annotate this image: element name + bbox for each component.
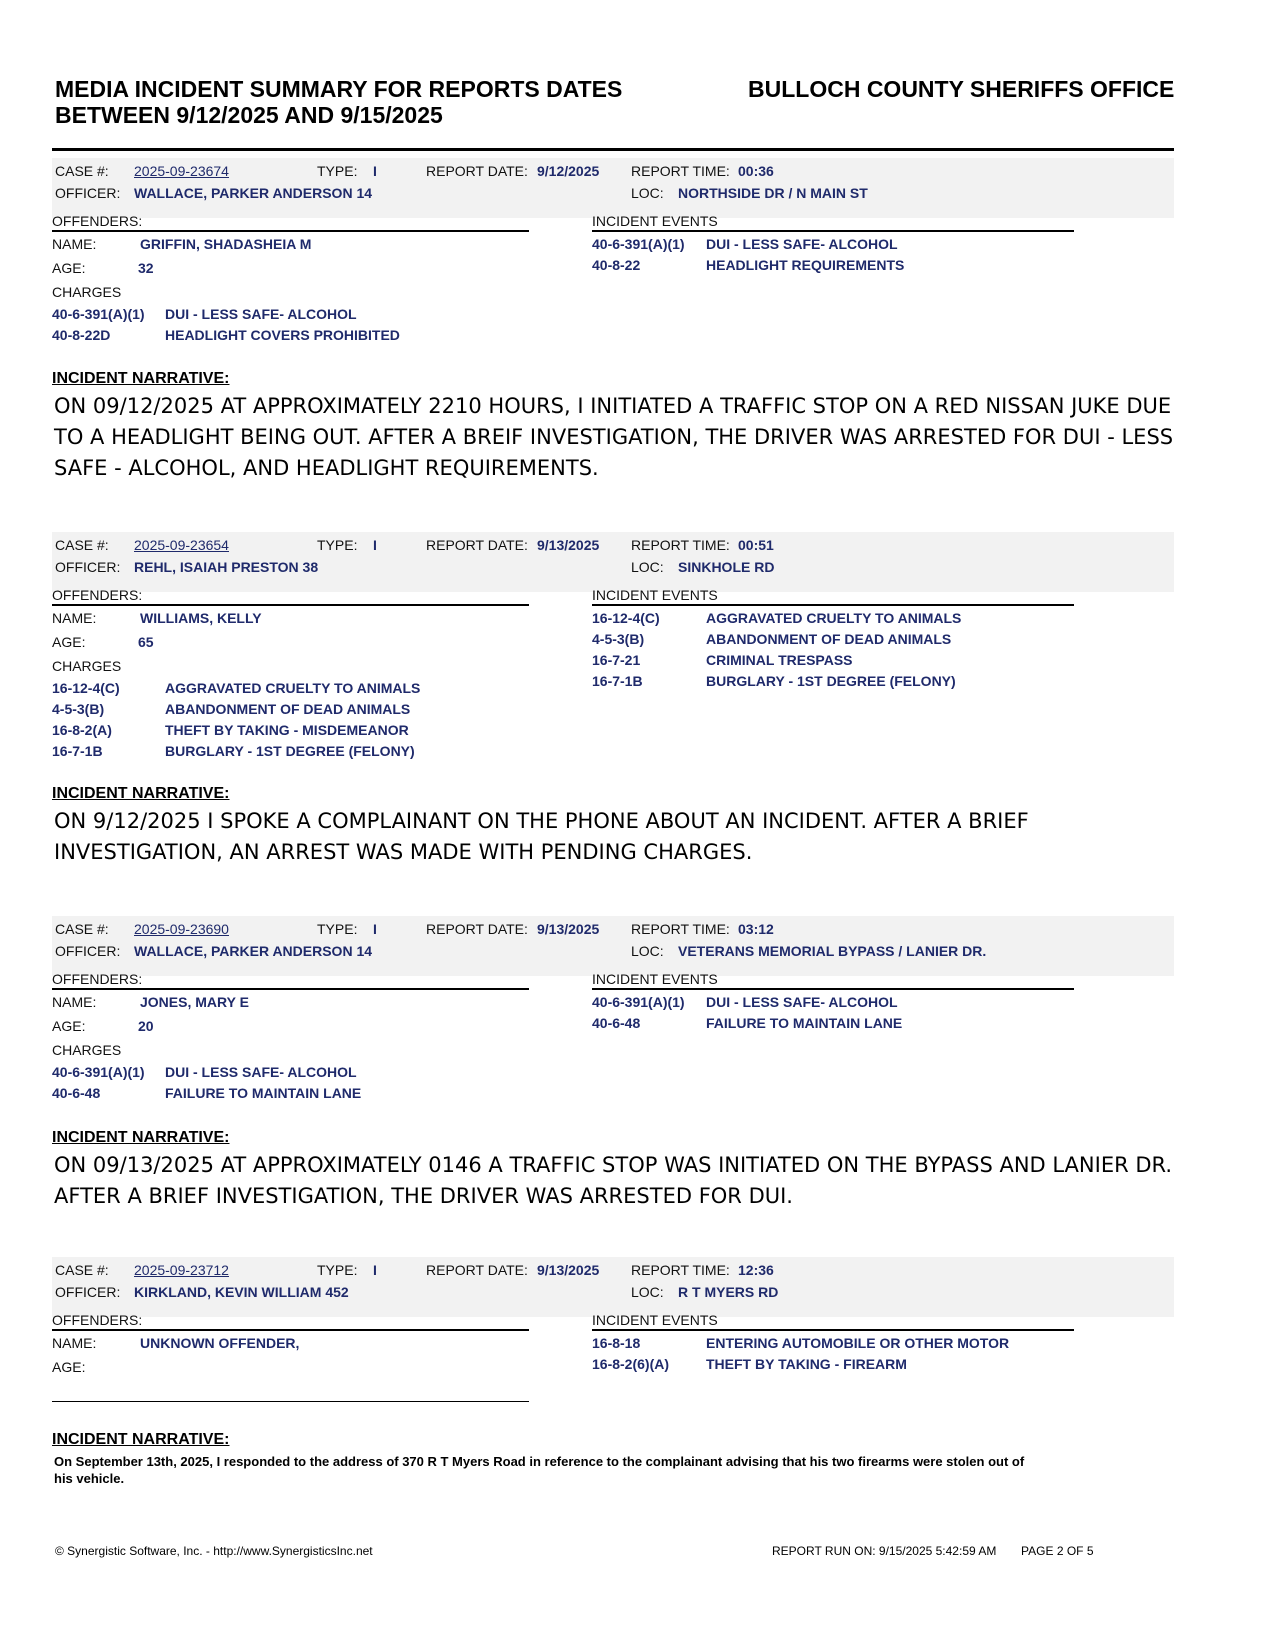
case-label: CASE #: xyxy=(55,163,109,179)
narrative-line: ON 09/13/2025 AT APPROXIMATELY 0146 A TRAFFIC STOP WAS INITIATED ON THE BYPASS AND LANIER DR. xyxy=(54,1153,1173,1177)
offender-age: 65 xyxy=(138,634,154,650)
report-date: 9/13/2025 xyxy=(537,921,600,937)
charge-code: 4-5-3(B) xyxy=(52,701,105,717)
case-label: CASE #: xyxy=(55,921,109,937)
report-time-label: REPORT TIME: xyxy=(631,921,730,937)
case-type: I xyxy=(373,1262,377,1278)
case-number-link[interactable]: 2025-09-23690 xyxy=(134,921,229,937)
charge-desc: FAILURE TO MAINTAIN LANE xyxy=(165,1085,362,1101)
case-number-link[interactable]: 2025-09-23654 xyxy=(134,537,229,553)
case-type: I xyxy=(373,921,377,937)
narrative-line: TO A HEADLIGHT BEING OUT. AFTER A BREIF INVESTIGATION, THE DRIVER WAS ARRESTED FOR DUI - LESS xyxy=(54,425,1174,449)
narrative-line: SAFE - ALCOHOL, AND HEADLIGHT REQUIREMENTS. xyxy=(54,456,599,480)
offender-name: GRIFFIN, SHADASHEIA M xyxy=(140,236,312,252)
report-time: 00:51 xyxy=(738,537,774,553)
loc-label: LOC: xyxy=(631,185,664,201)
offenders-heading: OFFENDERS: xyxy=(52,1312,143,1328)
age-label: AGE: xyxy=(52,1018,86,1034)
event-desc: DUI - LESS SAFE- ALCOHOL xyxy=(706,994,898,1010)
charge-code: 16-12-4(C) xyxy=(52,680,120,696)
report-title-line2: BETWEEN 9/12/2025 AND 9/15/2025 xyxy=(55,102,443,128)
age-label: AGE: xyxy=(52,1359,86,1375)
name-label: NAME: xyxy=(52,994,97,1010)
report-time-label: REPORT TIME: xyxy=(631,537,730,553)
event-desc: AGGRAVATED CRUELTY TO ANIMALS xyxy=(706,610,962,626)
incident-events-heading: INCIDENT EVENTS xyxy=(592,971,718,987)
event-code: 16-7-1B xyxy=(592,673,643,689)
report-title-line1: MEDIA INCIDENT SUMMARY FOR REPORTS DATES xyxy=(55,76,623,102)
officer-label: OFFICER: xyxy=(55,1284,121,1300)
offender-name: JONES, MARY E xyxy=(140,994,249,1010)
event-code: 16-8-2(6)(A) xyxy=(592,1356,670,1372)
charge-desc: DUI - LESS SAFE- ALCOHOL xyxy=(165,1064,357,1080)
report-date-label: REPORT DATE: xyxy=(426,163,528,179)
report-date: 9/13/2025 xyxy=(537,1262,600,1278)
report-date: 9/13/2025 xyxy=(537,537,600,553)
offenders-heading: OFFENDERS: xyxy=(52,971,143,987)
officer-label: OFFICER: xyxy=(55,185,121,201)
type-label: TYPE: xyxy=(317,163,358,179)
officer-label: OFFICER: xyxy=(55,559,121,575)
report-time-label: REPORT TIME: xyxy=(631,1262,730,1278)
officer-name: KIRKLAND, KEVIN WILLIAM 452 xyxy=(134,1284,349,1300)
location: SINKHOLE RD xyxy=(678,559,775,575)
offenders-rule xyxy=(52,988,529,990)
officer-name: REHL, ISAIAH PRESTON 38 xyxy=(134,559,319,575)
offender-age: 20 xyxy=(138,1018,154,1034)
footer-run-info xyxy=(772,1544,1094,1558)
loc-label: LOC: xyxy=(631,943,664,959)
offenders-rule xyxy=(52,230,529,232)
incident-events-heading: INCIDENT EVENTS xyxy=(592,213,718,229)
event-code: 40-6-48 xyxy=(592,1015,641,1031)
narrative-line: On September 13th, 2025, I responded to the address of 370 R T Myers Road in reference to the complainant advising that his two firearms were stolen out of xyxy=(54,1454,1025,1469)
case-type: I xyxy=(373,537,377,553)
location: NORTHSIDE DR / N MAIN ST xyxy=(678,185,868,201)
events-rule xyxy=(592,604,1074,606)
offenders-rule xyxy=(52,604,529,606)
report-date-label: REPORT DATE: xyxy=(426,1262,528,1278)
event-code: 40-8-22 xyxy=(592,257,641,273)
event-desc: THEFT BY TAKING - FIREARM xyxy=(706,1356,907,1372)
charge-code: 16-8-2(A) xyxy=(52,722,112,738)
report-time: 12:36 xyxy=(738,1262,774,1278)
location: VETERANS MEMORIAL BYPASS / LANIER DR. xyxy=(678,943,987,959)
report-title xyxy=(55,76,675,128)
narrative-text xyxy=(54,391,1174,484)
event-code: 16-7-21 xyxy=(592,652,641,668)
offender-age: 32 xyxy=(138,260,154,276)
charge-code: 40-6-48 xyxy=(52,1085,101,1101)
report-date: 9/12/2025 xyxy=(537,163,600,179)
charge-code: 16-7-1B xyxy=(52,743,103,759)
event-code: 4-5-3(B) xyxy=(592,631,645,647)
charge-code: 40-6-391(A)(1) xyxy=(52,306,145,322)
charge-desc: ABANDONMENT OF DEAD ANIMALS xyxy=(165,701,411,717)
event-code: 16-12-4(C) xyxy=(592,610,660,626)
narrative-text xyxy=(54,806,1174,868)
officer-name: WALLACE, PARKER ANDERSON 14 xyxy=(134,943,373,959)
incident-events-heading: INCIDENT EVENTS xyxy=(592,587,718,603)
header-divider xyxy=(52,148,1174,151)
event-desc: HEADLIGHT REQUIREMENTS xyxy=(706,257,905,273)
incident-events-heading: INCIDENT EVENTS xyxy=(592,1312,718,1328)
narrative-line: his vehicle. xyxy=(54,1471,125,1486)
type-label: TYPE: xyxy=(317,921,358,937)
case-type: I xyxy=(373,163,377,179)
event-desc: DUI - LESS SAFE- ALCOHOL xyxy=(706,236,898,252)
narrative-heading: INCIDENT NARRATIVE: xyxy=(52,370,230,387)
event-desc: CRIMINAL TRESPASS xyxy=(706,652,853,668)
name-label: NAME: xyxy=(52,610,97,626)
report-time: 00:36 xyxy=(738,163,774,179)
charge-desc: THEFT BY TAKING - MISDEMEANOR xyxy=(165,722,409,738)
offenders-heading: OFFENDERS: xyxy=(52,213,143,229)
report-run-on: REPORT RUN ON: 9/15/2025 5:42:59 AM xyxy=(772,1544,997,1558)
case-number-link[interactable]: 2025-09-23674 xyxy=(134,163,229,179)
name-label: NAME: xyxy=(52,236,97,252)
report-date-label: REPORT DATE: xyxy=(426,921,528,937)
narrative-line: ON 9/12/2025 I SPOKE A COMPLAINANT ON THE PHONE ABOUT AN INCIDENT. AFTER A BRIEF xyxy=(54,809,1029,833)
agency-name: BULLOCH COUNTY SHERIFFS OFFICE xyxy=(748,76,1175,102)
charge-desc: DUI - LESS SAFE- ALCOHOL xyxy=(165,306,357,322)
events-rule xyxy=(592,1329,1074,1331)
event-code: 16-8-18 xyxy=(592,1335,641,1351)
report-time: 03:12 xyxy=(738,921,774,937)
type-label: TYPE: xyxy=(317,1262,358,1278)
narrative-line: ON 09/12/2025 AT APPROXIMATELY 2210 HOURS, I INITIATED A TRAFFIC STOP ON A RED NISSAN JUKE DUE xyxy=(54,394,1172,418)
case-number-link[interactable]: 2025-09-23712 xyxy=(134,1262,229,1278)
type-label: TYPE: xyxy=(317,537,358,553)
footer-copyright: © Synergistic Software, Inc. - http://www.SynergisticsInc.net xyxy=(55,1544,373,1558)
loc-label: LOC: xyxy=(631,559,664,575)
event-desc: ABANDONMENT OF DEAD ANIMALS xyxy=(706,631,952,647)
page-number: PAGE 2 OF 5 xyxy=(1021,1544,1094,1558)
name-label: NAME: xyxy=(52,1335,97,1351)
offender-name: UNKNOWN OFFENDER, xyxy=(140,1335,300,1351)
charge-desc: AGGRAVATED CRUELTY TO ANIMALS xyxy=(165,680,421,696)
charges-label: CHARGES xyxy=(52,284,122,300)
event-desc: FAILURE TO MAINTAIN LANE xyxy=(706,1015,903,1031)
charge-code: 40-8-22D xyxy=(52,327,111,343)
officer-name: WALLACE, PARKER ANDERSON 14 xyxy=(134,185,373,201)
report-time-label: REPORT TIME: xyxy=(631,163,730,179)
event-desc: ENTERING AUTOMOBILE OR OTHER MOTOR xyxy=(706,1335,1010,1351)
narrative-heading: INCIDENT NARRATIVE: xyxy=(52,1129,230,1146)
offender-name: WILLIAMS, KELLY xyxy=(140,610,262,626)
age-label: AGE: xyxy=(52,260,86,276)
offenders-bottom-rule xyxy=(52,1401,529,1402)
events-rule xyxy=(592,988,1074,990)
charge-desc: BURGLARY - 1ST DEGREE (FELONY) xyxy=(165,743,415,759)
narrative-heading: INCIDENT NARRATIVE: xyxy=(52,1431,230,1448)
report-date-label: REPORT DATE: xyxy=(426,537,528,553)
events-rule xyxy=(592,230,1074,232)
event-code: 40-6-391(A)(1) xyxy=(592,994,685,1010)
charges-label: CHARGES xyxy=(52,1042,122,1058)
location: R T MYERS RD xyxy=(678,1284,779,1300)
narrative-text xyxy=(54,1150,1174,1212)
charges-label: CHARGES xyxy=(52,658,122,674)
narrative-line: AFTER A BRIEF INVESTIGATION, THE DRIVER WAS ARRESTED FOR DUI. xyxy=(54,1184,793,1208)
case-label: CASE #: xyxy=(55,537,109,553)
age-label: AGE: xyxy=(52,634,86,650)
officer-label: OFFICER: xyxy=(55,943,121,959)
loc-label: LOC: xyxy=(631,1284,664,1300)
charge-desc: HEADLIGHT COVERS PROHIBITED xyxy=(165,327,400,343)
event-code: 40-6-391(A)(1) xyxy=(592,236,685,252)
narrative-heading: INCIDENT NARRATIVE: xyxy=(52,785,230,802)
narrative-line: INVESTIGATION, AN ARREST WAS MADE WITH PENDING CHARGES. xyxy=(54,840,753,864)
event-desc: BURGLARY - 1ST DEGREE (FELONY) xyxy=(706,673,956,689)
case-label: CASE #: xyxy=(55,1262,109,1278)
narrative-text xyxy=(54,1453,1169,1487)
charge-code: 40-6-391(A)(1) xyxy=(52,1064,145,1080)
offenders-rule xyxy=(52,1329,529,1331)
offenders-heading: OFFENDERS: xyxy=(52,587,143,603)
